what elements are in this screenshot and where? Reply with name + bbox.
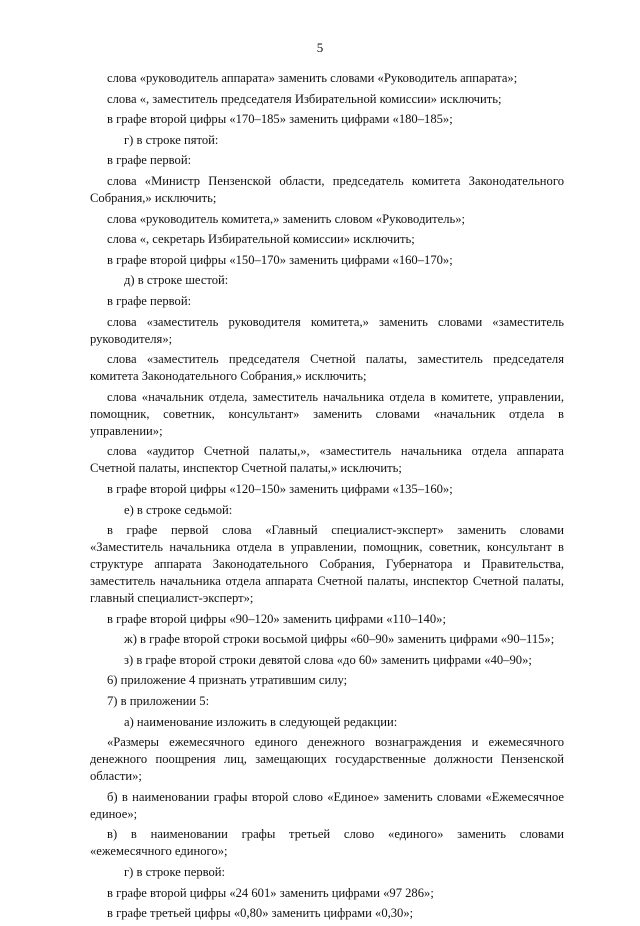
- paragraph: слова «, заместитель председателя Избирательной комиссии» исключить;: [107, 91, 502, 106]
- paragraph: в) в наименовании графы третьей слово «единого» заменить словами «ежемесячного единого»;: [90, 827, 564, 859]
- paragraph: в графе второй цифры «170–185» заменить цифрами «180–185»;: [107, 112, 453, 127]
- paragraph: з) в графе второй строки девятой слова «до 60» заменить цифрами «40–90»;: [124, 652, 532, 667]
- page-number: 5: [316, 40, 324, 55]
- paragraph: слова «Министр Пензенской области, председатель комитета Законодательного Собрания,» исключить;: [90, 173, 564, 205]
- paragraph: в графе третьей цифры «0,80» заменить цифрами «0,30»;: [107, 906, 414, 921]
- paragraph: в графе первой слова «Главный специалист-эксперт» заменить словами «Заместитель начальника отдела в управлении, помощник, советник, консультант в структуре аппарата Законодательного Собрания, Губернатора и Правительства, заместитель начальника отдела аппарата Счетной палаты, инспектор Счетной палаты, главный специалист-эксперт»;: [90, 523, 564, 606]
- paragraph: слова «руководитель комитета,» заменить словом «Руководитель»;: [107, 211, 466, 226]
- paragraph: 6) приложение 4 признать утратившим силу;: [107, 673, 348, 688]
- paragraph: слова «заместитель руководителя комитета,» заменить словами «заместитель руководителя»;: [90, 314, 564, 346]
- paragraph: слова «, секретарь Избирательной комиссии» исключить;: [107, 232, 415, 247]
- paragraph: слова «заместитель председателя Счетной палаты, заместитель председателя комитета Законодательного Собрания,» исключить;: [90, 352, 564, 384]
- paragraph: «Размеры ежемесячного единого денежного вознаграждения и ежемесячного денежного поощрения лиц, замещающих государственные должности Пензенской области»;: [90, 735, 564, 784]
- paragraph: в графе второй цифры «120–150» заменить цифрами «135–160»;: [107, 481, 453, 496]
- paragraph: ж) в графе второй строки восьмой цифры «60–90» заменить цифрами «90–115»;: [124, 632, 555, 647]
- paragraph: слова «аудитор Счетной палаты,», «заместитель начальника отдела аппарата Счетной палаты, инспектор Счетной палаты,» исключить;: [90, 444, 564, 476]
- paragraph: в графе первой:: [107, 153, 192, 168]
- paragraph: д) в строке шестой:: [124, 273, 229, 288]
- paragraph: 7) в приложении 5:: [107, 694, 210, 709]
- document-body: [90, 70, 564, 926]
- paragraph: в графе второй цифры «90–120» заменить цифрами «110–140»;: [107, 611, 446, 626]
- paragraph: а) наименование изложить в следующей редакции:: [124, 714, 398, 729]
- paragraph: в графе первой:: [107, 293, 192, 308]
- paragraph: е) в строке седьмой:: [124, 502, 233, 517]
- paragraph: слова «руководитель аппарата» заменить словами «Руководитель аппарата»;: [107, 71, 518, 85]
- paragraph: г) в строке пятой:: [124, 132, 219, 147]
- paragraph: в графе второй цифры «150–170» заменить цифрами «160–170»;: [107, 252, 453, 267]
- paragraph: б) в наименовании графы второй слово «Единое» заменить словами «Ежемесячное единое»;: [90, 789, 564, 821]
- paragraph: г) в строке первой:: [124, 865, 226, 880]
- paragraph: в графе второй цифры «24 601» заменить цифрами «97 286»;: [107, 885, 434, 900]
- paragraph: слова «начальник отдела, заместитель начальника отдела в комитете, управлении, помощник, советник, консультант» заменить словами «начальник отдела в управлении»;: [90, 389, 564, 438]
